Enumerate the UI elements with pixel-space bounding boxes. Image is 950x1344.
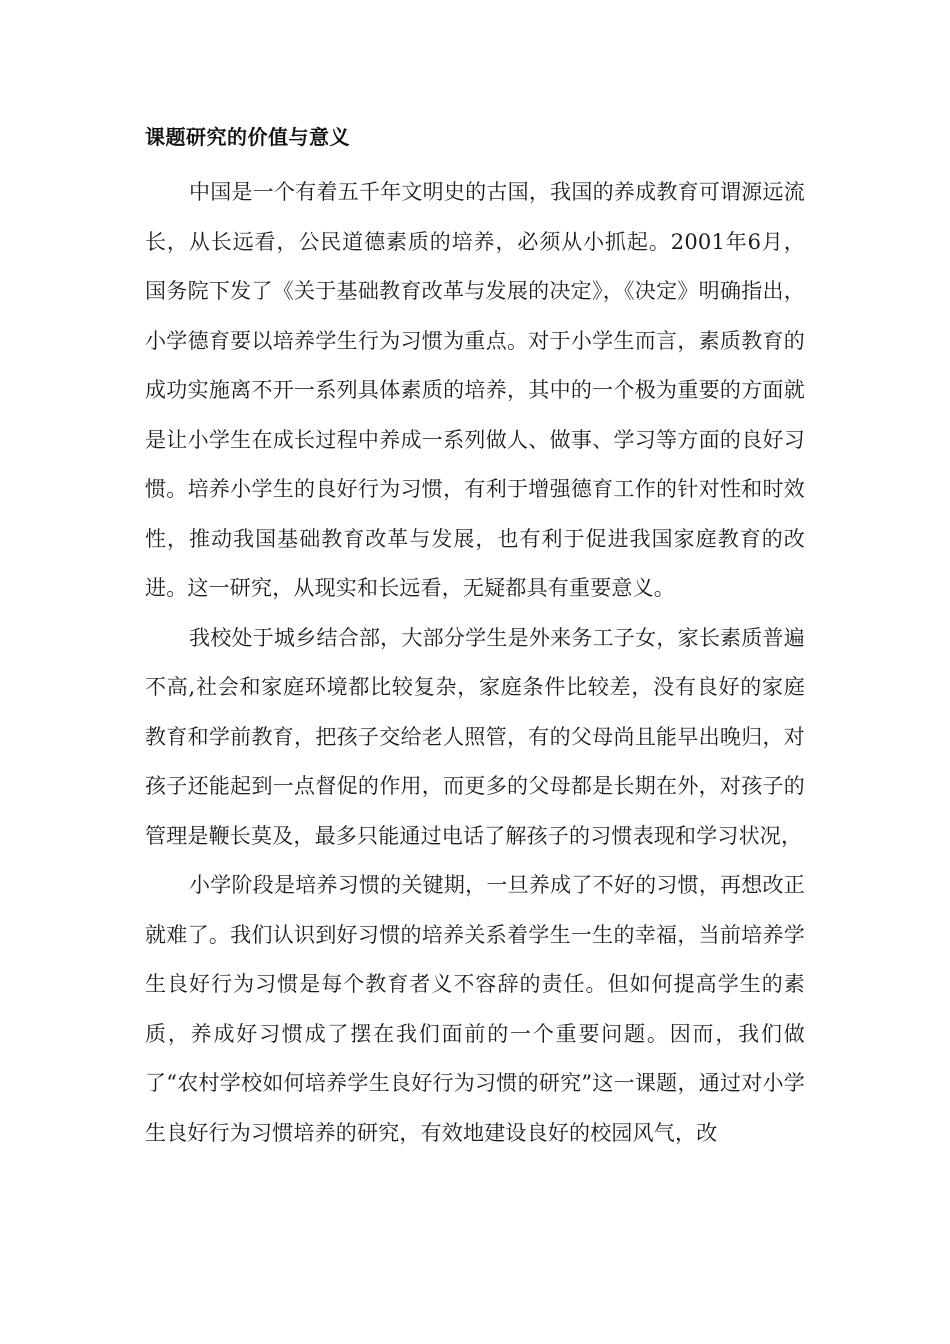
paragraph-significance: 中国是一个有着五千年文明史的古国，我国的养成教育可谓源远流长，从长远看，公民道德素质的培养，必须从小抓起。2001年6月，国务院下发了《关于基础教育改革与发展的决定》，《决定》明确指出，小学德育要以培养学生行为习惯为重点。对于小学生而言，素质教育的成功实施离不开一系列具体素质的培养，其中的一个极为重要的方面就是让小学生在成长过程中养成一系列做人、做事、学习等方面的良好习惯。培养小学生的良好行为习惯，有利于增强德育工作的针对性和时效性，推动我国基础教育改革与发展，也有利于促进我国家庭教育的改进。这一研究，从现实和长远看，无疑都具有重要意义。 xyxy=(145,180,805,600)
paragraph-research-purpose: 小学阶段是培养习惯的关键期，一旦养成了不好的习惯，再想改正就难了。我们认识到好习惯的培养关系着学生一生的幸福，当前培养学生良好行为习惯是每个教育者义不容辞的责任。但如何提高学生的素质，养成好习惯成了摆在我们面前的一个重要问题。因而，我们做了“农村学校如何培养学生良好行为习惯的研究”这一课题，通过对小学生良好行为习惯培养的研究，有效地建设良好的校园风气，改 xyxy=(145,873,805,1145)
paragraph-school-background: 我校处于城乡结合部，大部分学生是外来务工子女，家长素质普遍不高,社会和家庭环境都比较复杂，家庭条件比较差，没有良好的家庭教育和学前教育，把孩子交给老人照管，有的父母尚且能早出晚归，对孩子还能起到一点督促的作用，而更多的父母都是长期在外，对孩子的管理是鞭长莫及，最多只能通过电话了解孩子的习惯表现和学习状况， xyxy=(145,625,805,848)
section-heading: 课题研究的价值与意义 xyxy=(145,125,350,149)
document-body xyxy=(145,120,805,1158)
